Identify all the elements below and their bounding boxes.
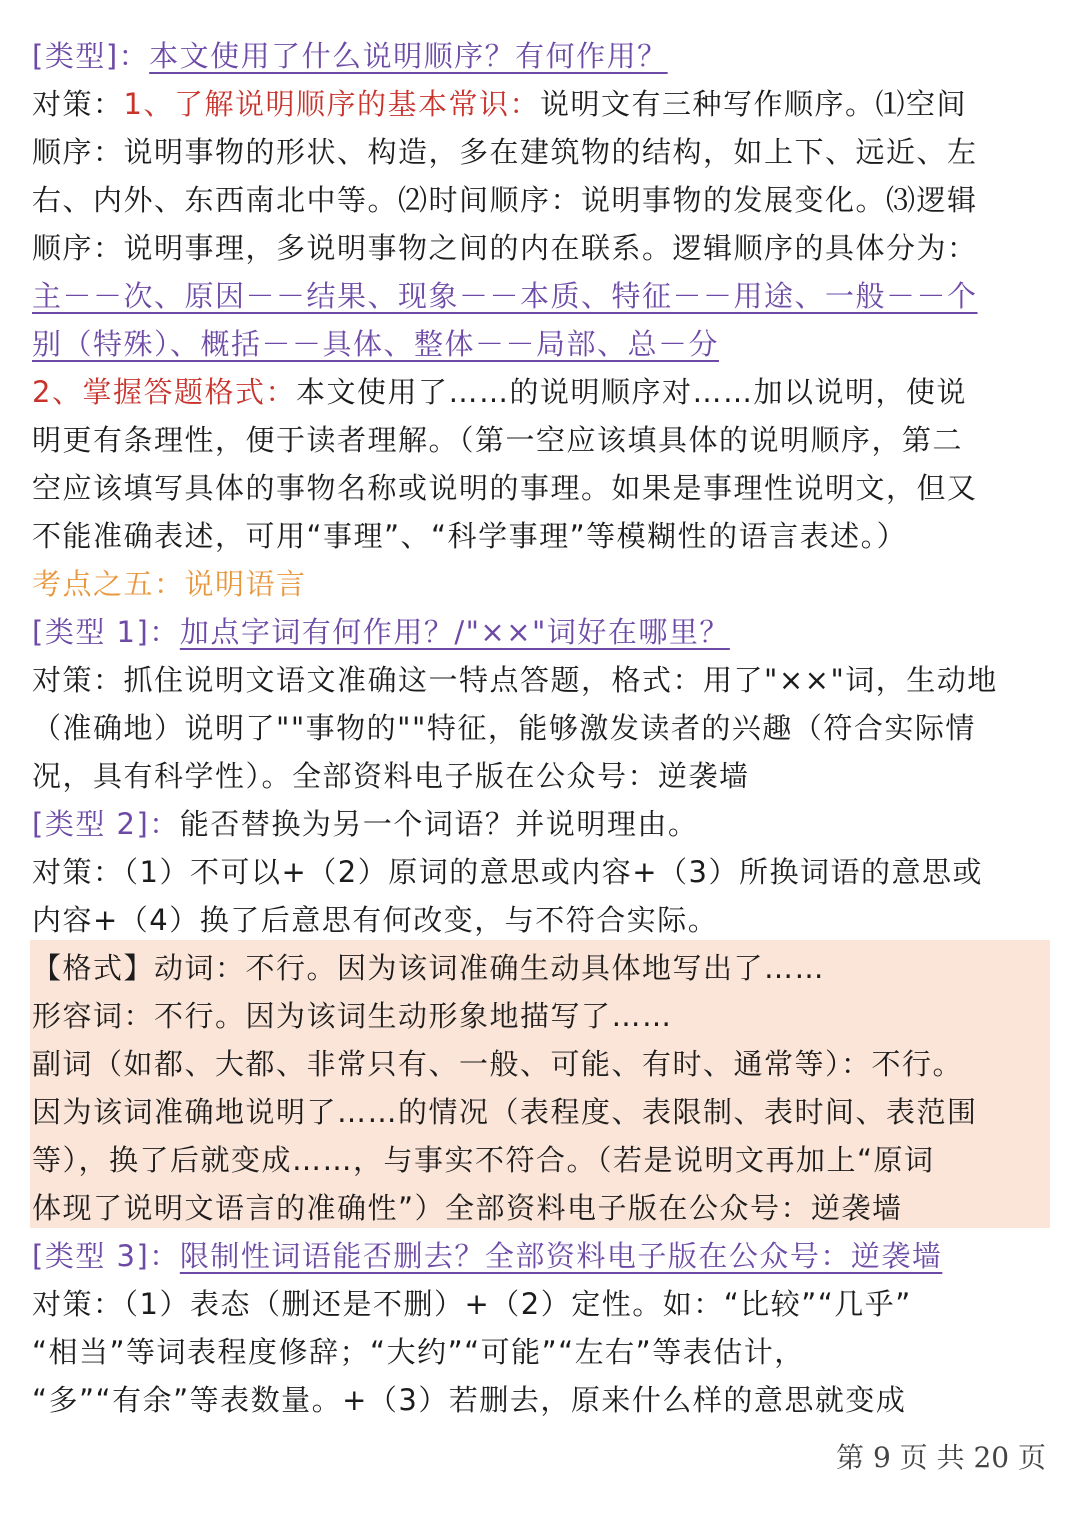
text-line: 对策：（1）表态（删还是不删）+（2）定性。如：“比较”“几乎”: [32, 1287, 912, 1321]
text-line: 明更有条理性，便于读者理解。（第一空应该填具体的说明顺序，第二: [32, 423, 964, 457]
text-line: 对策：抓住说明文语文准确这一特点答题，格式：用了"××"词，生动地: [32, 663, 998, 697]
page-number: 第 9 页 共 20 页: [836, 1441, 1046, 1474]
text-line: 空应该填写具体的事物名称或说明的事理。如果是事理性说明文，但又: [32, 471, 978, 505]
format-line: 因为该词准确地说明了……的情况（表程度、表限制、表时间、表范围: [32, 1095, 978, 1129]
text-line: [32, 272, 1048, 320]
text-line: 顺序：说明事物的形状、构造，多在建筑物的结构，如上下、远近、左: [32, 135, 978, 169]
format-line: 形容词：不行。因为该词生动形象地描写了……: [32, 999, 673, 1033]
text-line: “多”“有余”等表数量。+（3）若删去，原来什么样的意思就变成: [32, 1383, 907, 1417]
text-span: 说明文有三种写作顺序。⑴空间: [539, 87, 967, 121]
format-line: 副词（如都、大都、非常只有、一般、可能、有时、通常等）：不行。: [32, 1047, 964, 1081]
type-question: 加点字词有何作用？/"××"词好在哪里？: [179, 615, 730, 649]
underlined-text: 别（特殊）、概括－－具体、整体－－局部、总－分: [32, 327, 720, 361]
type-question: 本文使用了什么说明顺序？有何作用？: [149, 39, 668, 73]
type-tag: [类型 2]：: [32, 807, 180, 841]
underlined-text: 主－－次、原因－－结果、现象－－本质、特征－－用途、一般－－个: [32, 279, 978, 313]
type-question: 能否替换为另一个词语？并说明理由。: [179, 807, 699, 841]
text-line: 对策：（1）不可以+（2）原词的意思或内容+（3）所换词语的意思或: [32, 855, 983, 889]
format-line: 等），换了后就变成……，与事实不符合。（若是说明文再加上“原词: [32, 1143, 935, 1177]
type-heading-3: [32, 1232, 1048, 1280]
text-line: 内容+（4）换了后意思有何改变，与不符合实际。: [32, 903, 719, 937]
text-line: [32, 80, 1048, 128]
format-line: 【格式】动词：不行。因为该词准确生动具体地写出了……: [32, 951, 826, 985]
type-tag: [类型]：: [32, 39, 150, 73]
type-question: 限制性词语能否删去？全部资料电子版在公众号：逆袭墙: [179, 1239, 943, 1273]
section-heading: 考点之五：说明语言: [32, 567, 307, 601]
strategy-label: 对策：: [32, 87, 124, 121]
text-line: [32, 368, 1048, 416]
format-line: 体现了说明文语言的准确性”）全部资料电子版在公众号：逆袭墙: [32, 1191, 903, 1225]
text-line: “相当”等词表程度修辞；“大约”“可能”“左右”等表估计，: [32, 1335, 805, 1369]
type-tag: [类型 3]：: [32, 1239, 180, 1273]
text-line: 不能准确表述，可用“事理”、“科学事理”等模糊性的语言表述。）: [32, 519, 908, 553]
type-tag: [类型 1]：: [32, 615, 180, 649]
point-title: 1、了解说明顺序的基本常识：: [123, 87, 540, 121]
text-span: 本文使用了……的说明顺序对……加以说明，使说: [295, 375, 967, 409]
text-line: 右、内外、东西南北中等。⑵时间顺序：说明事物的发展变化。⑶逻辑: [32, 183, 978, 217]
text-line: [32, 320, 1048, 368]
text-line: 顺序：说明事理，多说明事物之间的内在联系。逻辑顺序的具体分为：: [32, 231, 978, 265]
type-heading-2: [32, 800, 1048, 848]
text-line: （准确地）说明了""事物的""特征，能够激发读者的兴趣（符合实际情: [32, 711, 976, 745]
text-line: 况，具有科学性）。全部资料电子版在公众号：逆袭墙: [32, 759, 750, 793]
type-heading-1: [32, 608, 1048, 656]
type-heading-1: [32, 32, 1048, 80]
point-title: 2、掌握答题格式：: [32, 375, 296, 409]
